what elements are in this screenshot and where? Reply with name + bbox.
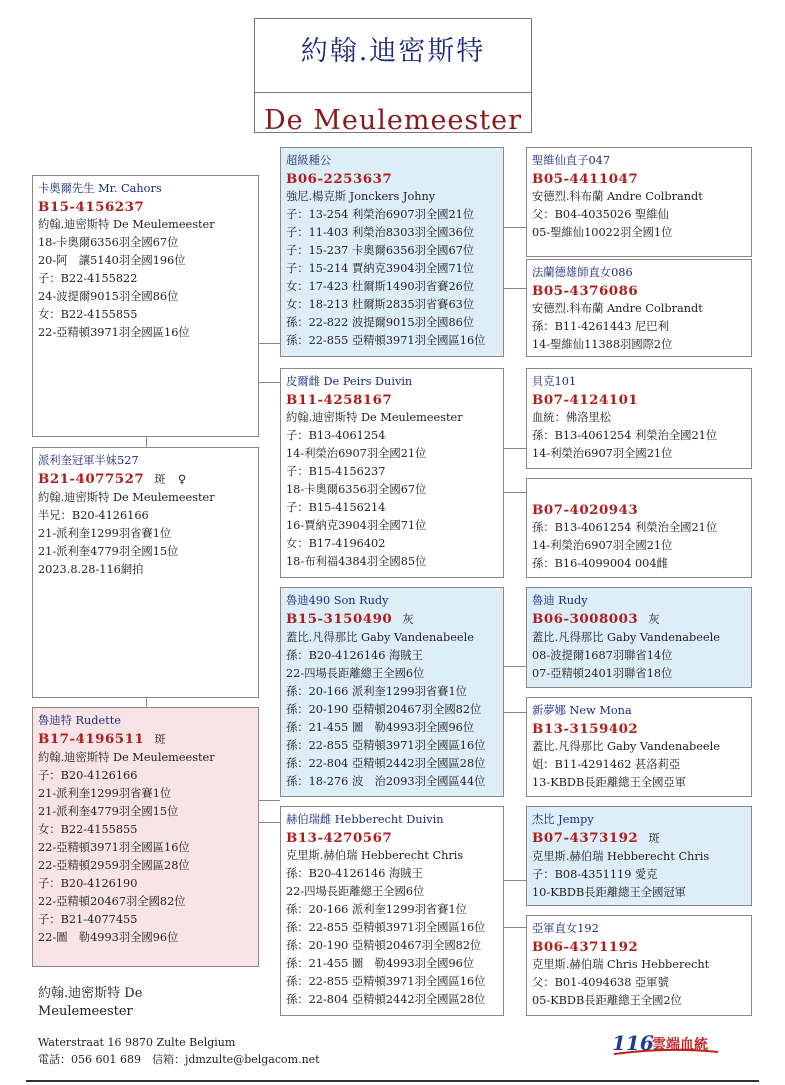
ring-number (38, 198, 258, 216)
pedigree-line: 孫：22-855 亞精頓3971羽全國區16位 (286, 921, 486, 934)
pedigree-line: 蓋比.凡得那比 Gaby Vandenabeele (532, 740, 720, 753)
pedigree-line: 半兄：B20-4126166 (38, 509, 149, 522)
pedigree-line: 18-卡奧爾6356羽全國67位 (286, 483, 427, 496)
connector-line (259, 800, 280, 801)
ring-number-value: B13-3159402 (532, 721, 639, 737)
pedigree-line: 蓋比.凡得那比 Gaby Vandenabeele (286, 631, 474, 644)
footer-divider (26, 1080, 759, 1082)
breeder-address: Waterstraat 16 9870 Zulte Belgium (38, 1036, 236, 1049)
pedigree-line: 強尼.楊克斯 Jonckers Johny (286, 190, 436, 203)
pedigree-line: 子：B20-4126190 (38, 877, 138, 890)
pigeon-name: 貝克101 (532, 375, 577, 388)
pedigree-line: 14-利榮治6907羽全國21位 (532, 539, 673, 552)
pigeon-name: 超級種公 (286, 154, 332, 167)
pedigree-line: 18-布利福4384羽全國85位 (286, 555, 427, 568)
pedigree-line: 約翰.迪密斯特 De Meulemeester (38, 218, 215, 231)
pedigree-line: 孫：21-455 圖 勒4993羽全國96位 (286, 721, 475, 734)
pedigree-line: 子：B21-4077455 (38, 913, 138, 926)
ring-number (286, 610, 503, 629)
ring-number-value: B07-4020943 (532, 502, 639, 518)
pedigree-line: 孫：20-166 派利奎1299羽省賽1位 (286, 685, 467, 698)
ring-number-value: B05-4411047 (532, 171, 639, 187)
pedigree-line: 孫：18-276 波 治2093羽全國區44位 (286, 775, 486, 788)
pedigree-line: 克里斯.赫伯瑞 Hebberecht Chris (532, 850, 710, 863)
pedigree-line: 子：B08-4351119 愛克 (532, 868, 658, 881)
pigeon-card-sss (526, 147, 752, 257)
title-chinese: 約翰.迪密斯特 (300, 36, 486, 67)
ring-number (38, 470, 258, 489)
ring-number-value: B06-4371192 (532, 939, 639, 955)
pedigree-line: 10-KBDB長距離總王全國冠軍 (532, 886, 686, 899)
connector-line (504, 927, 526, 928)
pedigree-line: 安德烈.科布蘭 Andre Colbrandt (532, 190, 703, 203)
ring-number-value: B15-3150490 (286, 611, 393, 627)
pigeon-card-ssd (526, 259, 752, 357)
pedigree-line: 21-派利奎1299羽省賽1位 (38, 787, 172, 800)
ring-number (286, 170, 503, 188)
pedigree-line: 18-卡奧爾6356羽全國67位 (38, 236, 179, 249)
pedigree-line: 24-波提爾9015羽全國86位 (38, 290, 179, 303)
connector-line (504, 288, 526, 289)
pigeon-card-ddd (526, 915, 752, 1016)
pigeon-name: 赫伯瑞雌 Hebberecht Duivin (286, 813, 444, 826)
connector-line (504, 712, 526, 713)
pedigree-line: 21-派利奎4779羽全國15位 (38, 545, 179, 558)
pedigree-line: 孫：20-166 派利奎1299羽省賽1位 (286, 903, 467, 916)
ring-number (532, 610, 751, 629)
ring-number (286, 829, 503, 847)
pedigree-line: 孫：B13-4061254 利榮治全國21位 (532, 521, 718, 534)
plumage-color: 斑 (154, 733, 167, 746)
pedigree-line: 孫：20-190 亞精頓20467羽全國82位 (286, 939, 482, 952)
pedigree-line: 女：B17-4196402 (286, 537, 386, 550)
ring-number-value: B06-2253637 (286, 171, 393, 187)
pedigree-line: 孫：22-855 亞精頓3971羽全國區16位 (286, 975, 486, 988)
ring-number (532, 938, 751, 956)
pedigree-line: 21-派利奎1299羽省賽1位 (38, 527, 172, 540)
ring-number-value: B07-4373192 (532, 830, 639, 846)
pigeon-name: 聖維仙直子047 (532, 154, 611, 167)
connector-line (504, 492, 526, 493)
ring-number (38, 730, 258, 749)
ring-number-value: B21-4077527 (38, 471, 145, 487)
pedigree-line: 子：B20-4126166 (38, 769, 138, 782)
plumage-color: 斑 (648, 832, 661, 845)
plumage-color: 斑 ♀ (154, 473, 187, 486)
pedigree-line: 05-聖維仙10022羽全國1位 (532, 226, 673, 239)
ring-number (286, 391, 503, 409)
pigeon-card-ss (280, 147, 504, 357)
pedigree-line: 子：B15-4156214 (286, 501, 386, 514)
pedigree-line: 女：18-213 杜爾斯2835羽省賽63位 (286, 298, 475, 311)
pigeon-name: 派利奎冠軍半妹527 (38, 454, 139, 467)
pigeon-name: 杰比 Jempy (532, 813, 594, 826)
pedigree-line: 女：17-423 杜爾斯1490羽省賽26位 (286, 280, 475, 293)
connector-line (504, 666, 526, 667)
pigeon-name: 法蘭德雄師直女086 (532, 266, 633, 279)
plumage-color: 灰 (402, 613, 415, 626)
ring-number-value: B13-4270567 (286, 830, 393, 846)
pigeon-name: 卡奧爾先生 Mr. Cahors (38, 182, 162, 195)
connector-line (259, 382, 280, 383)
pigeon-card-sdd (526, 478, 752, 578)
pedigree-line: 05-KBDB長距離總王全國2位 (532, 994, 682, 1007)
pedigree-line: 22-亞精頓20467羽全國82位 (38, 895, 186, 908)
ring-number-value: B11-4258167 (286, 392, 393, 408)
pedigree-line: 孫：21-455 圖 勒4993羽全國96位 (286, 957, 475, 970)
title-english: De Meulemeester (264, 105, 522, 136)
breeder-address-block (38, 1034, 320, 1068)
ring-number (532, 720, 751, 738)
pigeon-card-sire (32, 175, 259, 437)
pedigree-line: 子：B15-4156237 (286, 465, 386, 478)
pedigree-line: 14-利榮治6907羽全國21位 (532, 447, 673, 460)
connector-line (504, 448, 526, 449)
pedigree-line: 子：15-237 卡奧爾6356羽全國67位 (286, 244, 475, 257)
pedigree-line: 父：B01-4094638 亞軍號 (532, 976, 669, 989)
pigeon-name: 亞軍直女192 (532, 922, 599, 935)
pedigree-line: 22-亞精頓2959羽全國區28位 (38, 859, 190, 872)
connector-line (259, 822, 280, 823)
pigeon-name: 皮爾雌 De Peirs Duivin (286, 375, 413, 388)
pigeon-card-dam (32, 707, 259, 967)
ring-number (532, 282, 751, 300)
pigeon-card-sd (280, 368, 504, 578)
pedigree-line: 蓋比.凡得那比 Gaby Vandenabeele (532, 631, 720, 644)
pedigree-line: 孫：B16-4099004 004雌 (532, 557, 668, 570)
pedigree-line: 13-KBDB長距離總王全國亞軍 (532, 776, 686, 789)
pedigree-line: 子：B22-4155822 (38, 272, 138, 285)
pigeon-card-dam-sibling (32, 447, 259, 698)
pedigree-line: 21-派利奎4779羽全國15位 (38, 805, 179, 818)
ring-number (532, 501, 751, 519)
pigeon-card-ds (280, 587, 504, 797)
connector-line (146, 437, 147, 447)
ring-number-value: B07-4124101 (532, 392, 639, 408)
pedigree-line: 16-賈納克3904羽全國71位 (286, 519, 427, 532)
ring-number-value: B05-4376086 (532, 283, 639, 299)
pedigree-line: 22-亞精頓3971羽全國區16位 (38, 326, 190, 339)
pedigree-line: 克里斯.赫伯瑞 Chris Hebberecht (532, 958, 710, 971)
pigeon-name: 新夢娜 New Mona (532, 704, 632, 717)
pigeon-card-dd (280, 806, 504, 1016)
pedigree-line: 14-利榮治6907羽全國21位 (286, 447, 427, 460)
pedigree-line: 約翰.迪密斯特 De Meulemeester (286, 411, 463, 424)
pedigree-line: 2023.8.28-116網拍 (38, 563, 144, 576)
ring-number-value: B15-4156237 (38, 199, 145, 215)
pigeon-name: 魯迪特 Rudette (38, 714, 121, 727)
plumage-color: 灰 (648, 613, 661, 626)
pedigree-line: 22-四場長距離總王全國6位 (286, 885, 425, 898)
pedigree-line: 女：B22-4155855 (38, 308, 138, 321)
pedigree-line: 08-波提爾1687羽聯省14位 (532, 649, 673, 662)
pedigree-line: 孫：B20-4126146 海賊王 (286, 867, 423, 880)
pedigree-line: 20-阿 讓5140羽全國196位 (38, 254, 186, 267)
pedigree-line: 安德烈.科布蘭 Andre Colbrandt (532, 302, 703, 315)
pedigree-line: 孫：B13-4061254 利榮治全國21位 (532, 429, 718, 442)
title-divider (255, 92, 531, 93)
ring-number-value: B06-3008003 (532, 611, 639, 627)
pedigree-line: 孫：B11-4261443 尼巴利 (532, 320, 669, 333)
pigeon-card-dds (526, 806, 752, 906)
pedigree-line: 孫：22-804 亞精頓2442羽全國區28位 (286, 993, 486, 1006)
pedigree-line: 約翰.迪密斯特 De Meulemeester (38, 751, 215, 764)
pedigree-line: 22-四場長距離總王全國6位 (286, 667, 425, 680)
pedigree-line: 孫：22-804 亞精頓2442羽全國區28位 (286, 757, 486, 770)
pedigree-line: 07-亞精頓2401羽聯省18位 (532, 667, 673, 680)
pedigree-line: 血統：佛洛里松 (532, 411, 612, 424)
logo-number: 116 (612, 1031, 654, 1055)
breeder-name: 約翰.迪密斯特 De Meulemeester (38, 986, 143, 1019)
connector-line (146, 698, 147, 707)
pedigree-line: 孫：22-822 波提爾9015羽全國86位 (286, 316, 475, 329)
pedigree-line: 姐：B11-4291462 甚洛莉亞 (532, 758, 681, 771)
ring-number (532, 391, 751, 409)
pigeon-name: 魯迪490 Son Rudy (286, 594, 389, 607)
pedigree-line: 子：15-214 賈納克3904羽全國71位 (286, 262, 475, 275)
pedigree-line: 孫：20-190 亞精頓20467羽全國82位 (286, 703, 482, 716)
pedigree-line: 子：B13-4061254 (286, 429, 386, 442)
pedigree-line: 孫：22-855 亞精頓3971羽全國區16位 (286, 334, 486, 347)
pedigree-line: 父：B04-4035026 聖維仙 (532, 208, 669, 221)
logo (612, 1030, 722, 1062)
pigeon-card-dsd (526, 697, 752, 797)
pedigree-line: 克里斯.赫伯瑞 Hebberecht Chris (286, 849, 464, 862)
pedigree-line: 22-圖 勒4993羽全國96位 (38, 931, 179, 944)
breeder-contact: 電話：056 601 689 信箱：jdmzulte@belgacom.net (38, 1053, 320, 1066)
pigeon-card-dss (526, 587, 752, 688)
pedigree-line: 14-聖維仙11388羽國際2位 (532, 338, 673, 351)
ring-number-value: B17-4196511 (38, 731, 145, 747)
pigeon-card-sds (526, 368, 752, 469)
logo-text: 雲端血統 (652, 1037, 708, 1053)
pedigree-title (254, 18, 532, 136)
pedigree-line: 22-亞精頓3971羽全國區16位 (38, 841, 190, 854)
pedigree-line: 子：11-403 利榮治8303羽全國36位 (286, 226, 475, 239)
pedigree-line: 孫：22-855 亞精頓3971羽全國區16位 (286, 739, 486, 752)
pedigree-line: 孫：B20-4126146 海賊王 (286, 649, 423, 662)
pigeon-name (532, 483, 751, 501)
connector-line (504, 227, 526, 228)
connector-line (259, 343, 280, 344)
pedigree-line: 子：13-254 利榮治6907羽全國21位 (286, 208, 475, 221)
ring-number (532, 170, 751, 188)
pedigree-line: 約翰.迪密斯特 De Meulemeester (38, 491, 215, 504)
pigeon-name: 魯迪 Rudy (532, 594, 588, 607)
connector-line (504, 880, 526, 881)
pedigree-line: 女：B22-4155855 (38, 823, 138, 836)
ring-number (532, 829, 751, 848)
